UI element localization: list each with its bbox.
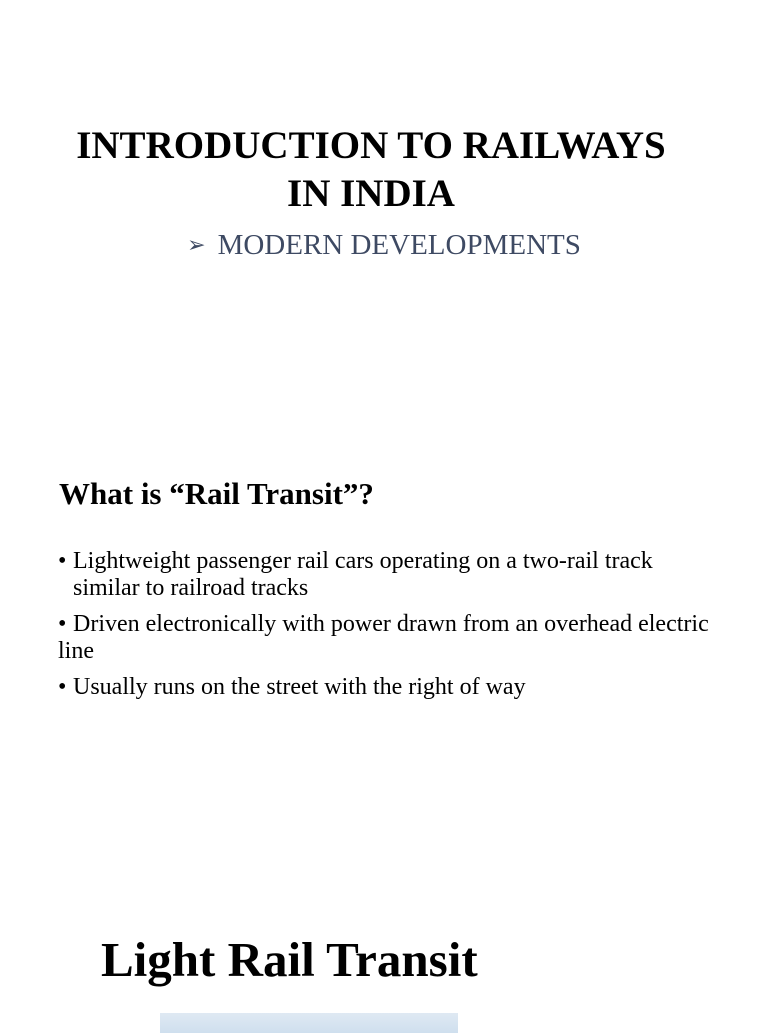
subtitle-text: MODERN DEVELOPMENTS <box>217 229 581 261</box>
list-item-text: Usually runs on the street with the right of way <box>73 674 526 700</box>
list-item <box>58 674 718 701</box>
bullet-icon: • <box>58 548 67 574</box>
list-item <box>58 611 718 665</box>
section-heading: What is “Rail Transit”? <box>59 476 374 511</box>
list-item-text: Driven electronically with power drawn from an overhead electric line <box>58 611 709 664</box>
slide-title <box>0 122 742 218</box>
bullet-list <box>58 548 718 710</box>
list-item-text: Lightweight passenger rail cars operating on a two-rail track similar to railroad tracks <box>73 548 653 601</box>
slide-title: Light Rail Transit <box>101 932 478 987</box>
slide-title-line-1: INTRODUCTION TO RAILWAYS <box>76 124 666 167</box>
slide-subtitle <box>0 226 768 265</box>
light-rail-photo <box>160 1013 458 1033</box>
bullet-icon: • <box>58 611 67 637</box>
slide-title-line-2: IN INDIA <box>287 172 455 215</box>
arrow-bullet-icon: ➢ <box>187 233 206 258</box>
list-item <box>58 548 718 602</box>
bullet-icon: • <box>58 674 67 700</box>
slide-rail-transit <box>0 430 768 900</box>
slide-intro <box>0 0 768 430</box>
slide-light-rail <box>0 900 768 1024</box>
